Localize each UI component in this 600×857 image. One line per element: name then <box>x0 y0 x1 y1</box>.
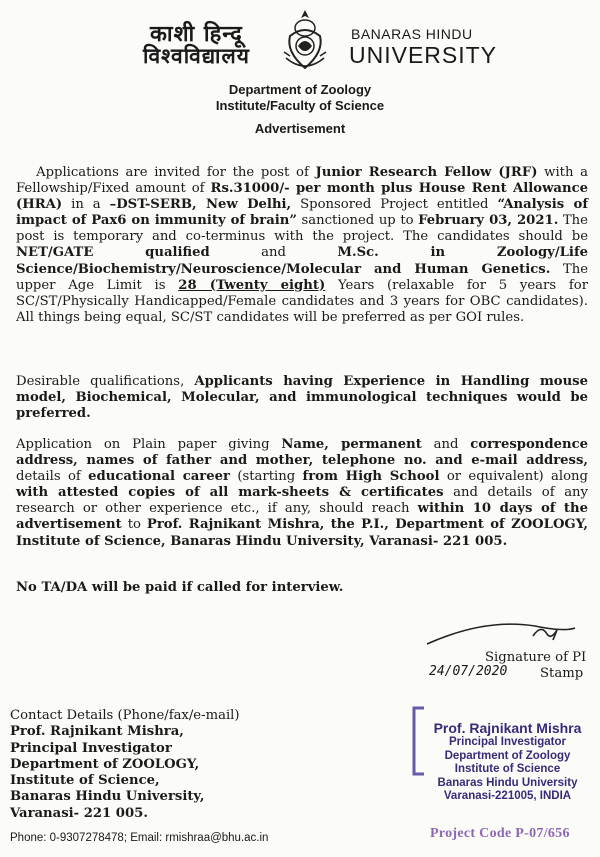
institute-heading: Institute/Faculty of Science <box>215 98 385 113</box>
contact-line: Banaras Hindu University, <box>10 789 205 805</box>
contact-line: Prof. Rajnikant Mishra, <box>10 724 184 740</box>
stamp-name: Prof. Rajnikant Mishra <box>433 720 582 736</box>
contact-details <box>10 708 240 822</box>
hindi-name-line1: काशी हिन्दू <box>150 21 243 47</box>
stamp-line: Banaras Hindu University <box>437 776 578 789</box>
university-name-line2: UNIVERSITY <box>349 42 498 68</box>
contact-line: Principal Investigator <box>10 740 172 756</box>
stamp-line: Principal Investigator <box>449 736 566 748</box>
age-limit: 28 (Twenty eight) <box>178 277 326 293</box>
paragraph-no-ta-da: No TA/DA will be paid if called for interview. <box>16 580 344 595</box>
stamp-line: Department of Zoology <box>444 749 571 762</box>
paragraph-desirable-qualifications: Desirable qualifications, Applicants having Experience in Handling mouse model, Biochemical, Molecular, and immunological techniques would be preferred. <box>16 374 588 422</box>
signature-label: Signature of PI <box>485 650 587 665</box>
contact-line: Institute of Science, <box>10 773 160 789</box>
stamp-label: Stamp <box>540 666 584 681</box>
contact-line: Varanasi- 221 005. <box>10 805 148 821</box>
official-stamp <box>420 720 595 804</box>
document-title: Advertisement <box>254 121 346 136</box>
phone-email: Phone: 0-9307278478; Email: rmishraa@bhu.ac.in <box>10 832 269 844</box>
paragraph-application-instructions: Application on Plain paper giving Name, permanent and correspondence address, names of father and mother, telephone no. and e-mail address, details of educational career (starting from High School or equivalent) along with attested copies of all mark-sheets & certificates and details of any research or other experience etc., if any, should reach within 10 days of the advertisement to Prof. Rajnikant Mishra, the P.I., Department of ZOOLOGY, Institute of Science, Banaras Hindu University, Varanasi- 221 005. <box>16 437 589 549</box>
stamp-line: Institute of Science <box>454 763 561 776</box>
signature-scribble-icon <box>425 616 585 646</box>
bhu-emblem-icon <box>276 6 334 74</box>
signature-date: 24/07/2020 <box>429 664 508 679</box>
department-heading: Department of Zoology <box>228 82 372 97</box>
project-code: Project Code P-07/656 <box>430 826 570 841</box>
paragraph-post-details: Applications are invited for the post of Junior Research Fellow (JRF) with a Fellowship/Fixed amount of Rs.31000/- per month plus House Rent Allowance (HRA) in a –DST-SERB, New Delhi, Sponsored Project entitled “Analysis of impact of Pax6 on immunity of brain” sanctioned up to February 03, 2021. The post is temporary and co-terminus with the project. The candidates should be NET/GATE qualified and M.Sc. in Zoology/Life Science/Biochemistry/Neuroscience/Molecular and Human Genetics. The upper Age Limit is 28 (Twenty eight) Years (relaxable for 5 years for SC/ST/Physically Handicapped/Female candidates and 3 years for OBC candidates). All things being equal, SC/ST candidates will be preferred as per GOI rules. <box>16 165 589 325</box>
contact-line: Department of ZOOLOGY, <box>10 756 200 772</box>
university-name-line1: BANARAS HINDU <box>351 26 473 42</box>
stamp-line: Varanasi-221005, INDIA <box>443 790 572 803</box>
contact-heading: Contact Details (Phone/fax/e-mail) <box>10 708 240 723</box>
hindi-name-line2: विश्वविद्यालय <box>143 43 250 68</box>
